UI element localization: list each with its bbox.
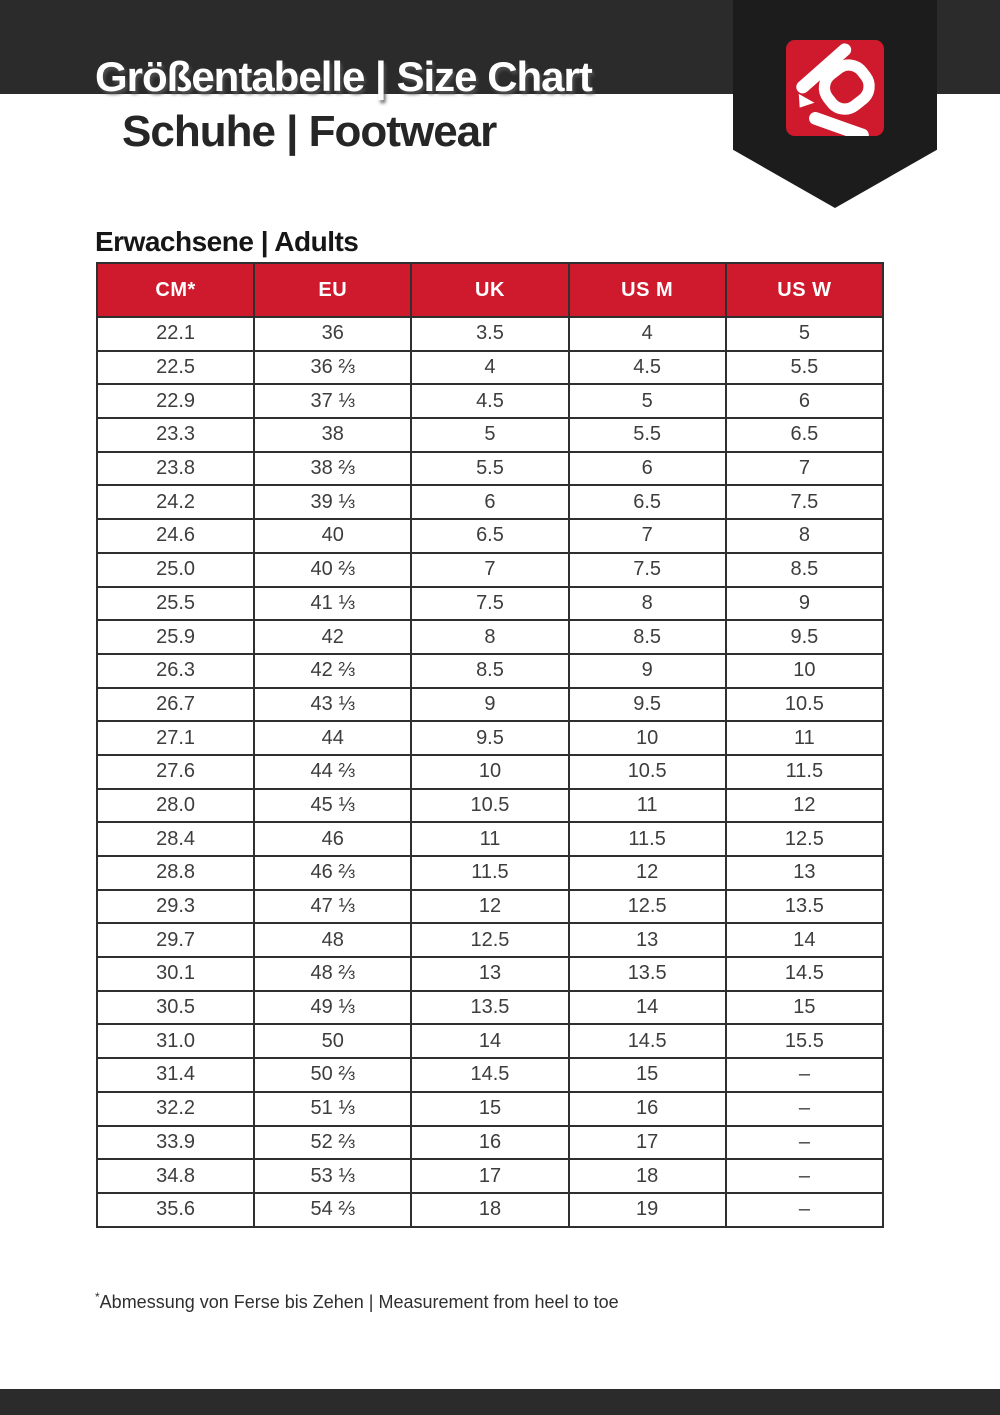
table-row — [97, 890, 883, 924]
table-cell: 52 ⅔ — [254, 1126, 411, 1160]
table-cell: 14 — [569, 991, 726, 1025]
table-cell: 7 — [569, 519, 726, 553]
table-cell: 36 ⅔ — [254, 351, 411, 385]
table-cell: 13 — [569, 923, 726, 957]
table-cell: 50 — [254, 1024, 411, 1058]
table-cell: 4 — [411, 351, 568, 385]
table-cell: 9 — [569, 654, 726, 688]
table-cell: 29.3 — [97, 890, 254, 924]
table-cell: 13 — [411, 957, 568, 991]
table-cell: 31.0 — [97, 1024, 254, 1058]
table-cell: 6.5 — [569, 485, 726, 519]
table-cell: – — [726, 1126, 883, 1160]
table-cell: 26.3 — [97, 654, 254, 688]
table-cell: 14.5 — [411, 1058, 568, 1092]
table-row — [97, 553, 883, 587]
table-cell: 8 — [726, 519, 883, 553]
table-row — [97, 587, 883, 621]
table-row — [97, 688, 883, 722]
table-cell: 6 — [726, 384, 883, 418]
table-cell: 10 — [411, 755, 568, 789]
table-row — [97, 418, 883, 452]
table-cell: 10 — [569, 721, 726, 755]
table-cell: 45 ⅓ — [254, 789, 411, 823]
table-cell: 11.5 — [569, 822, 726, 856]
table-cell: 4 — [569, 317, 726, 351]
table-cell: 14.5 — [569, 1024, 726, 1058]
table-cell: 17 — [411, 1159, 568, 1193]
table-cell: 13.5 — [411, 991, 568, 1025]
table-cell: 12 — [569, 856, 726, 890]
table-cell: 16 — [411, 1126, 568, 1160]
table-cell: 22.5 — [97, 351, 254, 385]
table-row — [97, 317, 883, 351]
table-row — [97, 1159, 883, 1193]
table-cell: – — [726, 1159, 883, 1193]
table-cell: 9.5 — [411, 721, 568, 755]
table-cell: 42 ⅔ — [254, 654, 411, 688]
table-cell: 33.9 — [97, 1126, 254, 1160]
table-row — [97, 519, 883, 553]
table-cell: 5.5 — [726, 351, 883, 385]
table-cell: 7.5 — [411, 587, 568, 621]
table-cell: 18 — [411, 1193, 568, 1227]
table-cell: 28.8 — [97, 856, 254, 890]
table-cell: 44 ⅔ — [254, 755, 411, 789]
table-row — [97, 1193, 883, 1227]
table-cell: 12.5 — [726, 822, 883, 856]
table-cell: 8 — [569, 587, 726, 621]
table-cell: 6 — [569, 452, 726, 486]
table-cell: 8.5 — [411, 654, 568, 688]
section-title: Erwachsene | Adults — [95, 226, 359, 257]
table-cell: 28.4 — [97, 822, 254, 856]
table-cell: 46 — [254, 822, 411, 856]
table-cell: 11 — [726, 721, 883, 755]
table-row — [97, 957, 883, 991]
table-cell: 35.6 — [97, 1193, 254, 1227]
table-cell: 7 — [411, 553, 568, 587]
table-row — [97, 485, 883, 519]
table-row — [97, 991, 883, 1025]
table-cell: 42 — [254, 620, 411, 654]
table-cell: 4.5 — [569, 351, 726, 385]
table-cell: 10.5 — [411, 789, 568, 823]
table-cell: 15 — [411, 1092, 568, 1126]
table-cell: 38 — [254, 418, 411, 452]
table-cell: 5 — [411, 418, 568, 452]
column-header: US M — [569, 263, 726, 317]
table-cell: 11.5 — [411, 856, 568, 890]
table-cell: 13.5 — [569, 957, 726, 991]
table-cell: 11.5 — [726, 755, 883, 789]
table-cell: 25.9 — [97, 620, 254, 654]
table-row — [97, 822, 883, 856]
table-cell: 11 — [411, 822, 568, 856]
table-row — [97, 721, 883, 755]
table-cell: 9 — [726, 587, 883, 621]
table-cell: 6.5 — [411, 519, 568, 553]
table-cell: 34.8 — [97, 1159, 254, 1193]
table-cell: 23.8 — [97, 452, 254, 486]
table-row — [97, 1092, 883, 1126]
table-cell: 23.3 — [97, 418, 254, 452]
size-table-header — [97, 263, 883, 317]
table-cell: 8.5 — [569, 620, 726, 654]
table-cell: 6.5 — [726, 418, 883, 452]
table-cell: 30.5 — [97, 991, 254, 1025]
table-row — [97, 351, 883, 385]
table-row — [97, 789, 883, 823]
table-cell: 25.0 — [97, 553, 254, 587]
table-row — [97, 755, 883, 789]
page-title: Größentabelle | Size Chart — [95, 53, 592, 100]
table-cell: 12 — [411, 890, 568, 924]
table-cell: 44 — [254, 721, 411, 755]
table-cell: 15 — [726, 991, 883, 1025]
table-cell: 5.5 — [569, 418, 726, 452]
table-cell: – — [726, 1058, 883, 1092]
column-header: EU — [254, 263, 411, 317]
table-cell: 46 ⅔ — [254, 856, 411, 890]
table-cell: 12.5 — [411, 923, 568, 957]
table-cell: 29.7 — [97, 923, 254, 957]
table-cell: 19 — [569, 1193, 726, 1227]
table-cell: 3.5 — [411, 317, 568, 351]
table-cell: 9.5 — [726, 620, 883, 654]
table-row — [97, 654, 883, 688]
table-cell: 15.5 — [726, 1024, 883, 1058]
size-table — [96, 262, 884, 1228]
table-cell: 50 ⅔ — [254, 1058, 411, 1092]
table-cell: 49 ⅓ — [254, 991, 411, 1025]
page-subtitle: Schuhe | Footwear — [122, 107, 497, 156]
size-table-body — [97, 317, 883, 1227]
table-cell: 40 ⅔ — [254, 553, 411, 587]
column-header: CM* — [97, 263, 254, 317]
column-header: UK — [411, 263, 568, 317]
column-header: US W — [726, 263, 883, 317]
table-cell: 27.1 — [97, 721, 254, 755]
table-cell: 48 ⅔ — [254, 957, 411, 991]
brand-ribbon — [733, 0, 937, 208]
table-row — [97, 1024, 883, 1058]
table-cell: 36 — [254, 317, 411, 351]
footnote-text: Abmessung von Ferse bis Zehen | Measurement from heel to toe — [99, 1292, 619, 1312]
table-cell: 47 ⅓ — [254, 890, 411, 924]
table-row — [97, 620, 883, 654]
table-cell: 12.5 — [569, 890, 726, 924]
footer-bar — [0, 1389, 1000, 1415]
table-cell: 15 — [569, 1058, 726, 1092]
table-cell: 54 ⅔ — [254, 1193, 411, 1227]
table-cell: 11 — [569, 789, 726, 823]
table-cell: 40 — [254, 519, 411, 553]
table-cell: 9 — [411, 688, 568, 722]
table-cell: 10 — [726, 654, 883, 688]
table-cell: 17 — [569, 1126, 726, 1160]
table-cell: 30.1 — [97, 957, 254, 991]
table-cell: 22.9 — [97, 384, 254, 418]
header-row — [97, 263, 883, 317]
table-cell: 38 ⅔ — [254, 452, 411, 486]
table-cell: 5.5 — [411, 452, 568, 486]
table-cell: – — [726, 1193, 883, 1227]
table-cell: 5 — [569, 384, 726, 418]
table-cell: 27.6 — [97, 755, 254, 789]
table-cell: 24.2 — [97, 485, 254, 519]
table-cell: 31.4 — [97, 1058, 254, 1092]
table-cell: 7.5 — [726, 485, 883, 519]
table-cell: 14 — [726, 923, 883, 957]
table-row — [97, 1058, 883, 1092]
table-cell: 28.0 — [97, 789, 254, 823]
table-cell: 41 ⅓ — [254, 587, 411, 621]
table-cell: 7 — [726, 452, 883, 486]
footnote — [95, 1292, 619, 1313]
table-cell: 6 — [411, 485, 568, 519]
table-cell: 12 — [726, 789, 883, 823]
table-row — [97, 923, 883, 957]
table-row — [97, 452, 883, 486]
table-cell: 37 ⅓ — [254, 384, 411, 418]
table-cell: 14.5 — [726, 957, 883, 991]
table-row — [97, 1126, 883, 1160]
table-cell: 32.2 — [97, 1092, 254, 1126]
table-cell: 4.5 — [411, 384, 568, 418]
table-cell: 13.5 — [726, 890, 883, 924]
table-cell: – — [726, 1092, 883, 1126]
table-cell: 14 — [411, 1024, 568, 1058]
table-cell: 26.7 — [97, 688, 254, 722]
footnote-marker: * — [95, 1290, 100, 1304]
table-row — [97, 384, 883, 418]
table-cell: 16 — [569, 1092, 726, 1126]
table-cell: 39 ⅓ — [254, 485, 411, 519]
table-cell: 5 — [726, 317, 883, 351]
table-cell: 9.5 — [569, 688, 726, 722]
table-cell: 24.6 — [97, 519, 254, 553]
table-cell: 10.5 — [569, 755, 726, 789]
table-cell: 8 — [411, 620, 568, 654]
table-cell: 13 — [726, 856, 883, 890]
table-row — [97, 856, 883, 890]
five-ten-logo-icon — [785, 40, 885, 138]
table-cell: 25.5 — [97, 587, 254, 621]
table-cell: 22.1 — [97, 317, 254, 351]
table-cell: 43 ⅓ — [254, 688, 411, 722]
table-cell: 8.5 — [726, 553, 883, 587]
table-cell: 53 ⅓ — [254, 1159, 411, 1193]
table-cell: 48 — [254, 923, 411, 957]
table-cell: 10.5 — [726, 688, 883, 722]
table-cell: 7.5 — [569, 553, 726, 587]
table-cell: 51 ⅓ — [254, 1092, 411, 1126]
table-cell: 18 — [569, 1159, 726, 1193]
